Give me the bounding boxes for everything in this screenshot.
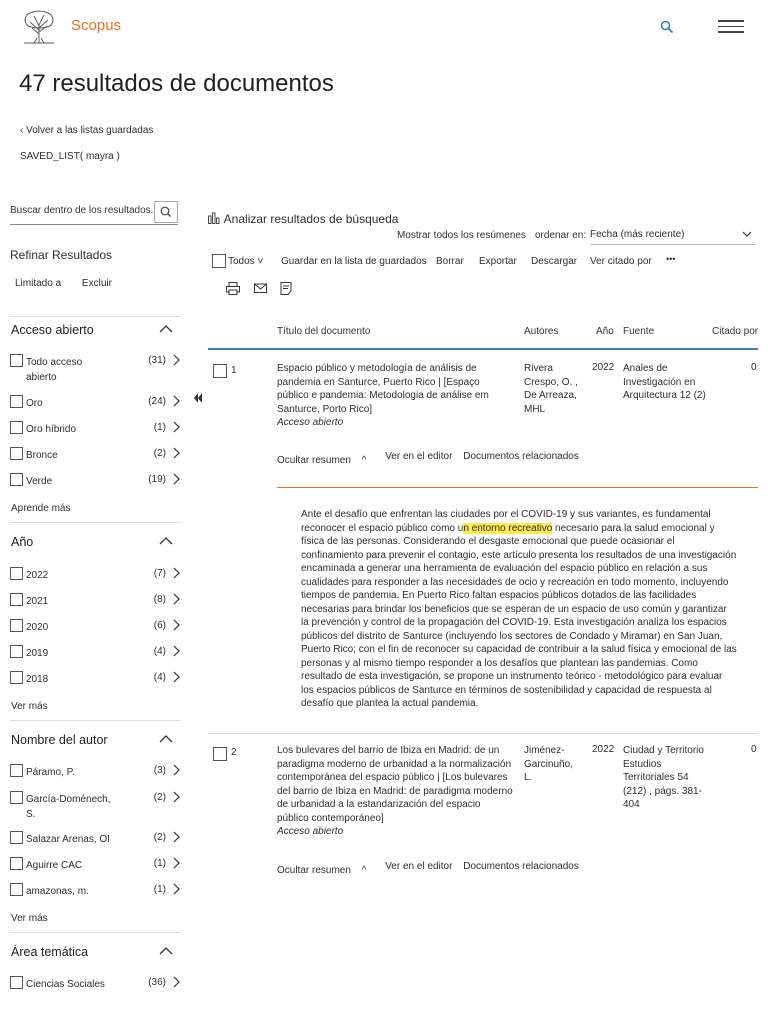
checkbox[interactable] — [10, 395, 23, 408]
result-authors[interactable]: Rivera Crespo, O. , De Arreaza, MHL — [524, 363, 578, 415]
chevron-right-icon[interactable] — [172, 395, 180, 407]
open-access-label: Acceso abierto — [277, 826, 344, 837]
chevron-up-icon: ^ — [361, 865, 367, 876]
save-to-list-button[interactable]: Guardar en la lista de guardados — [281, 256, 427, 267]
result-source[interactable]: Anales de Investigación en Arquitectura 12 (2) — [623, 363, 706, 401]
limit-to-button[interactable]: Limitado a — [15, 278, 62, 289]
sort-label: ordenar en: — [535, 230, 587, 241]
bibliography-icon[interactable] — [280, 282, 292, 295]
chevron-right-icon[interactable] — [172, 473, 180, 485]
checkbox[interactable] — [10, 645, 23, 658]
back-to-saved-lists-link[interactable]: ‹ Volver a las listas guardadas — [20, 125, 154, 136]
chevron-right-icon[interactable] — [172, 857, 180, 869]
facet-item-author[interactable]: Aguirre CAC (1) — [10, 857, 180, 873]
open-access-label: Acceso abierto — [277, 417, 344, 428]
chevron-up-icon[interactable] — [159, 946, 173, 956]
highlighted-term: n entorno recreativo — [463, 522, 553, 534]
column-header-cited-by[interactable]: Citado por — [712, 326, 759, 337]
more-options-icon[interactable]: ••• — [666, 254, 676, 264]
chevron-down-icon: ˅ — [257, 256, 264, 267]
result-actions — [277, 861, 587, 876]
select-all-dropdown[interactable]: Todos ˅ — [228, 256, 264, 267]
chevron-up-icon[interactable] — [159, 536, 173, 546]
chevron-right-icon[interactable] — [172, 593, 180, 605]
scopus-brand[interactable]: Scopus — [71, 17, 122, 34]
result-title-link[interactable]: Los bulevares del barrio de Ibiza en Madrid: de un paradigma moderno de urbanidad a la normalización contemporánea del espacio público | [Los bulevares del barrio de Ibiza en Madrid: de paradigma moderno de urbanidad a la estandarización del espacio público contemporáneo] — [277, 745, 513, 824]
facet-item-year-2021[interactable]: 2021 (8) — [10, 593, 180, 609]
checkbox[interactable] — [10, 857, 23, 870]
checkbox[interactable] — [10, 791, 23, 804]
result-abstract: Ante el desafío que enfrentan las ciudades por el COVID-19 y sus variantes, es fundamental reconocer el espacio público como un entorno recreativo necesario para la salud emocional y física de las personas. Considerando el desgaste emocional que puede ocasionar el confinamiento para prevenir el contagio, este artículo presenta los resultados de una investigación encaminada a generar una herramienta de evaluación del espacio público en relación a sus cualidades para responder a las necesidades de ocio y recreación en todo momento, incluyendo tiempos de pandemia. En Puerto Rico faltan espacios públicos dotados de las facilidades necesarias para brindar los beneficios que se esperan de un espacio de uso común y garantizar la prevención y control de la propagación del COVID-19. Esta investigación analiza los espacios públicos del distrito de Santurce (incluyendo los sectores de Condado y Miramar) en San Juan, Puerto Rico; con el fin de reconocer su capacidad de contribuir a la salud física y emocional de las personas y al mismo tiempo responder a los desafíos que plantean las pandemias. Como resultado de esta investigación, se propone un instrumento teórico - metodológico para evaluar los espacios públicos de Santurce en términos de sostenibilidad y capacidad de respuesta al desafío que plantea la actual pandemia. — [301, 509, 737, 709]
chevron-right-icon[interactable] — [172, 791, 180, 803]
email-icon[interactable] — [254, 282, 267, 294]
select-all-checkbox[interactable] — [212, 254, 226, 268]
chevron-right-icon[interactable] — [172, 567, 180, 579]
facet-item-year-2020[interactable]: 2020 (6) — [10, 619, 180, 635]
facet-item-bronze[interactable]: Bronce (2) — [10, 447, 180, 463]
result-cited-by[interactable]: 0 — [751, 362, 757, 373]
divider — [10, 720, 181, 721]
result-number: 2 — [231, 747, 237, 758]
checkbox[interactable] — [10, 883, 23, 896]
result-title-block — [277, 744, 513, 839]
chevron-up-icon: ^ — [361, 455, 367, 466]
page-title: 47 resultados de documentos — [19, 70, 334, 97]
learn-more-link[interactable]: Aprende más — [11, 503, 71, 514]
checkbox[interactable] — [10, 764, 23, 777]
column-header-title[interactable]: Título del documento — [277, 326, 371, 337]
delete-button[interactable]: Borrar — [436, 256, 464, 267]
column-header-authors[interactable]: Autores — [524, 326, 559, 337]
result-cited-by[interactable]: 0 — [751, 744, 757, 755]
facet-item-hybrid-gold[interactable]: Oro híbrido (1) — [10, 421, 180, 437]
facet-item-subject[interactable]: Ciencias Sociales (36) — [10, 976, 180, 992]
search-within-button[interactable] — [154, 201, 178, 223]
result-title-link[interactable]: Espacio público y metodología de análisis de pandemia en Santurce, Puerto Rico | [Espaço público e pandemia: Metodologia de análise em Santurce, Porto Rico] — [277, 363, 489, 415]
checkbox[interactable] — [10, 473, 23, 486]
result-authors[interactable]: Jiménez-Garcinuño, L. — [524, 745, 573, 783]
facet-item-author[interactable]: García-Doménech, S. (2) — [10, 791, 180, 821]
chevron-right-icon[interactable] — [172, 764, 180, 776]
chevron-down-icon — [742, 230, 752, 238]
view-cited-by-button[interactable]: Ver citado por — [590, 256, 652, 267]
search-within-results — [10, 201, 178, 225]
row-divider — [208, 733, 758, 734]
chevron-right-icon[interactable] — [172, 619, 180, 631]
facet-item-author[interactable]: Salazar Arenas, OI (2) — [10, 831, 180, 847]
chevron-right-icon[interactable] — [172, 671, 180, 683]
result-number: 1 — [231, 365, 237, 376]
facet-title-year[interactable]: Año — [11, 535, 34, 549]
checkbox[interactable] — [10, 671, 23, 684]
show-all-abstracts-link[interactable]: Mostrar todos los resúmenes — [397, 230, 526, 241]
chevron-right-icon[interactable] — [172, 421, 180, 433]
facet-item-year-2018[interactable]: 2018 (4) — [10, 671, 180, 687]
hide-abstract-button[interactable]: Ocultar resumen ^ — [277, 455, 367, 466]
collapse-sidebar-icon[interactable] — [193, 392, 203, 404]
abstract-divider — [277, 487, 758, 488]
view-at-publisher-link[interactable]: Ver en el editor — [385, 451, 453, 462]
result-title-block — [277, 362, 513, 430]
divider — [10, 316, 181, 317]
facet-item-green[interactable]: Verde (19) — [10, 473, 180, 489]
header-divider — [208, 348, 758, 350]
checkbox[interactable] — [10, 421, 23, 434]
facet-item-year-2022[interactable]: 2022 (7) — [10, 567, 180, 583]
refine-actions — [15, 278, 130, 289]
saved-list-name: SAVED_LIST( mayra ) — [20, 151, 120, 162]
download-button[interactable]: Descargar — [531, 256, 578, 267]
chevron-up-icon[interactable] — [159, 324, 173, 334]
related-documents-link[interactable]: Documentos relacionados — [463, 451, 579, 462]
chevron-right-icon[interactable] — [172, 831, 180, 843]
checkbox[interactable] — [10, 447, 23, 460]
chevron-right-icon[interactable] — [172, 976, 180, 988]
chevron-up-icon[interactable] — [159, 734, 173, 744]
search-icon — [155, 202, 177, 222]
facet-item-author[interactable]: amazonas, m. (1) — [10, 883, 180, 899]
divider — [10, 932, 181, 933]
result-checkbox[interactable] — [213, 747, 227, 761]
bar-chart-icon — [208, 212, 221, 224]
results-toolbar — [212, 254, 752, 270]
hide-abstract-button[interactable]: Ocultar resumen ^ — [277, 865, 367, 876]
checkbox[interactable] — [10, 354, 23, 367]
result-year: 2022 — [592, 744, 615, 755]
export-button[interactable]: Exportar — [479, 256, 517, 267]
see-more-authors-link[interactable]: Ver más — [11, 913, 48, 924]
see-more-years-link[interactable]: Ver más — [11, 701, 48, 712]
facet-item-gold[interactable]: Oro (24) — [10, 395, 180, 411]
chevron-right-icon[interactable] — [172, 883, 180, 895]
toolbar-icons — [226, 282, 296, 296]
facet-item-year-2019[interactable]: 2019 (4) — [10, 645, 180, 661]
chevron-right-icon[interactable] — [172, 645, 180, 657]
exclude-button[interactable]: Excluir — [81, 278, 112, 289]
checkbox[interactable] — [10, 831, 23, 844]
checkbox[interactable] — [10, 619, 23, 632]
hamburger-menu-icon[interactable] — [718, 20, 744, 34]
checkbox[interactable] — [10, 567, 23, 580]
result-actions — [277, 451, 587, 466]
analyze-results-link[interactable]: Analizar resultados de búsqueda — [208, 212, 398, 226]
search-within-input[interactable] — [10, 205, 154, 216]
refine-results-title: Refinar Resultados — [10, 248, 113, 262]
checkbox[interactable] — [10, 593, 23, 606]
chevron-right-icon[interactable] — [172, 354, 180, 366]
search-icon[interactable] — [660, 20, 674, 34]
view-at-publisher-link[interactable]: Ver en el editor — [385, 861, 453, 872]
facet-title-author[interactable]: Nombre del autor — [11, 733, 108, 747]
facet-title-subject-area[interactable]: Área temática — [11, 945, 89, 959]
chevron-left-icon: ‹ — [20, 125, 27, 136]
result-checkbox[interactable] — [213, 364, 227, 378]
chevron-right-icon[interactable] — [172, 447, 180, 459]
print-icon[interactable] — [226, 282, 240, 295]
divider — [10, 522, 181, 523]
elsevier-tree-icon[interactable] — [20, 10, 58, 44]
result-source[interactable]: Ciudad y Territorio Estudios Territoriales 54 (212) , págs. 381-404 — [623, 745, 704, 810]
sort-select[interactable]: Fecha (más reciente) — [590, 229, 756, 245]
facet-item-open-access-all[interactable]: Todo acceso abierto (31) — [10, 354, 180, 384]
facet-item-author[interactable]: Páramo, P. (3) — [10, 764, 180, 780]
column-header-year[interactable]: Año — [596, 326, 614, 337]
column-header-source[interactable]: Fuente — [623, 326, 655, 337]
result-year: 2022 — [592, 362, 615, 373]
facet-title-open-access[interactable]: Acceso abierto — [11, 323, 94, 337]
checkbox[interactable] — [10, 976, 23, 989]
related-documents-link[interactable]: Documentos relacionados — [463, 861, 579, 872]
